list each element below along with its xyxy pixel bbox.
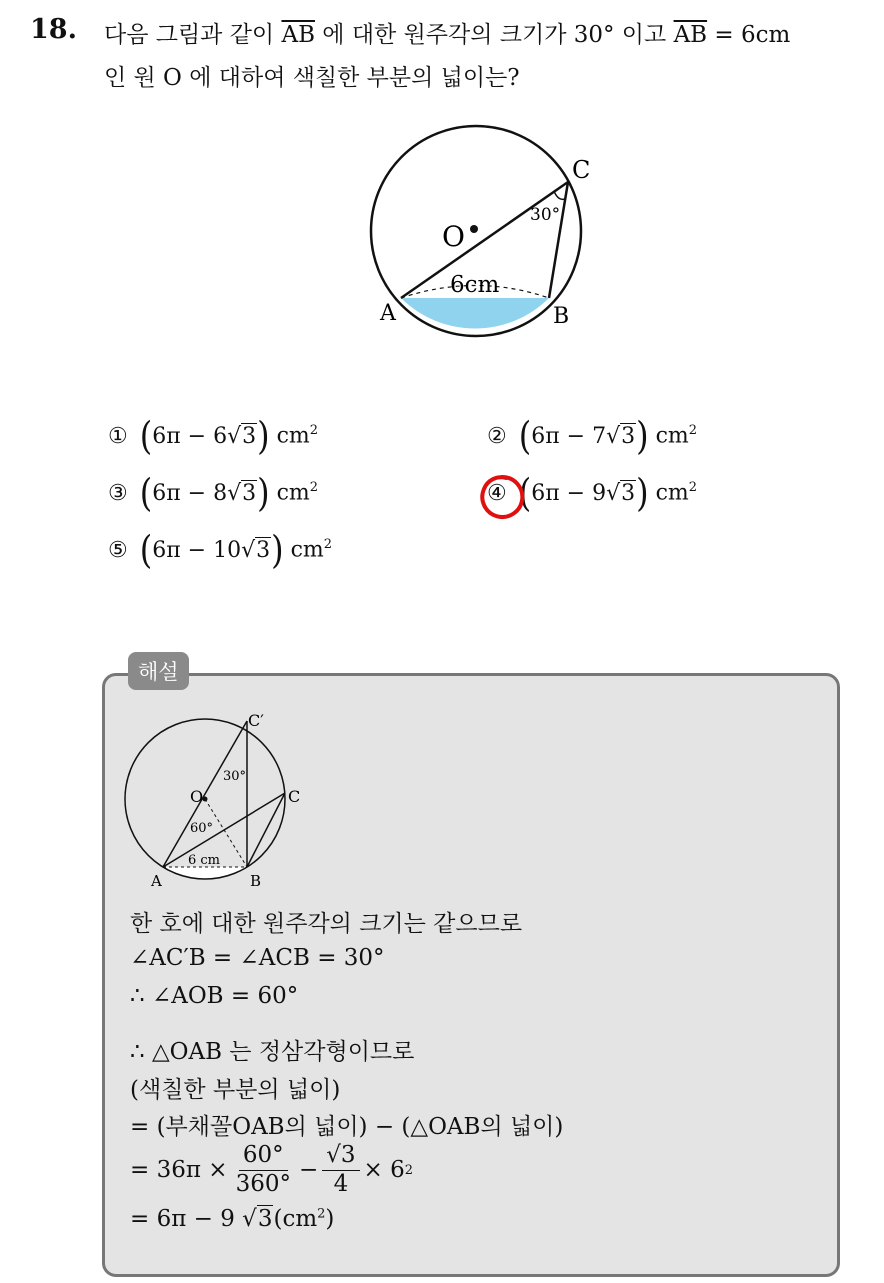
solution-center-point bbox=[203, 797, 208, 802]
choice-2[interactable]: ② ( 6π − 7 √3 ) $cm^2$ bbox=[487, 413, 698, 459]
label-o: O bbox=[190, 787, 204, 806]
solution-line-6: = (부채꼴OAB의 넓이) − (△OAB의 넓이) bbox=[130, 1114, 564, 1140]
question-text: = 6cm bbox=[714, 22, 791, 48]
label-b: B bbox=[250, 872, 262, 890]
solution-line-3: ∴ ∠AOB = 60° bbox=[130, 983, 299, 1009]
segment-ab: $\overline{AB}$ bbox=[673, 22, 708, 48]
angle-60-label: 60° bbox=[190, 821, 214, 836]
question-line-2: 인 원 O 에 대하여 색칠한 부분의 넓이는? bbox=[104, 65, 520, 91]
label-a: A bbox=[151, 872, 162, 890]
fraction-angle: $\frac{60^\circ}{360^\circ}$ bbox=[235, 1142, 291, 1197]
label-c: C bbox=[288, 787, 301, 806]
solution-line-4: ∴ △OAB 는 정삼각형이므로 bbox=[130, 1039, 415, 1065]
label-c: C bbox=[572, 156, 591, 184]
choice-3[interactable]: ③ ( 6π − 8 √3 ) $cm^2$ bbox=[108, 470, 319, 516]
fraction-area: $\frac{√3}{4}$ bbox=[322, 1142, 359, 1198]
question-line-1 bbox=[104, 16, 790, 49]
solution-line-8: = 6π − 9 $√3(cm^2)$ bbox=[130, 1206, 335, 1232]
question-number: 18. bbox=[30, 14, 77, 45]
center-point bbox=[470, 225, 478, 233]
length-label: 6cm bbox=[450, 272, 500, 298]
choice-number: ④ bbox=[487, 480, 507, 506]
answer-circle-mark bbox=[476, 472, 528, 524]
choice-number: ② bbox=[487, 423, 507, 449]
angle-label: 30° bbox=[530, 205, 561, 225]
label-a: A bbox=[380, 301, 396, 326]
choice-number: ⑤ bbox=[108, 537, 128, 563]
label-o: O bbox=[442, 220, 465, 253]
segment-ab: $\overline{AB}$ bbox=[281, 22, 315, 48]
angle-arc bbox=[554, 191, 565, 199]
label-b: B bbox=[553, 304, 570, 329]
choice-number: ① bbox=[108, 423, 128, 449]
choice-number: ③ bbox=[108, 480, 128, 506]
choice-5[interactable]: ⑤ ( 6π − 10 √3 ) $cm^2$ bbox=[108, 527, 333, 573]
choice-1[interactable]: ① ( 6π − 6 √3 ) $cm^2$ bbox=[108, 413, 319, 459]
question-text: 에 대한 원주각의 크기가 30° 이고 bbox=[322, 22, 667, 48]
solution-line-2: ∠AC′B = ∠ACB = 30° bbox=[130, 945, 385, 971]
solution-line-1: 한 호에 대한 원주각의 크기는 같으므로 bbox=[130, 911, 523, 937]
choice-4[interactable]: ④ ( 6π − 9 √3 ) $cm^2$ bbox=[487, 470, 698, 516]
angle-30-label: 30° bbox=[223, 769, 247, 784]
solution-figure bbox=[118, 710, 318, 895]
label-c-prime: C′ bbox=[248, 711, 264, 730]
solution-tag: 해설 bbox=[128, 652, 189, 690]
solution-line-7: = 36π × $\frac{60^\circ}{360^\circ}$ − $\frac{√3}{4}$ × 6 2 bbox=[130, 1142, 414, 1197]
question-figure bbox=[360, 115, 610, 350]
length-label: 6 cm bbox=[188, 853, 221, 868]
question-text: 다음 그림과 같이 bbox=[104, 22, 275, 48]
line-ac-prime bbox=[163, 721, 247, 867]
chord-cb bbox=[549, 182, 568, 298]
solution-line-5: (색칠한 부분의 넓이) bbox=[130, 1077, 341, 1103]
